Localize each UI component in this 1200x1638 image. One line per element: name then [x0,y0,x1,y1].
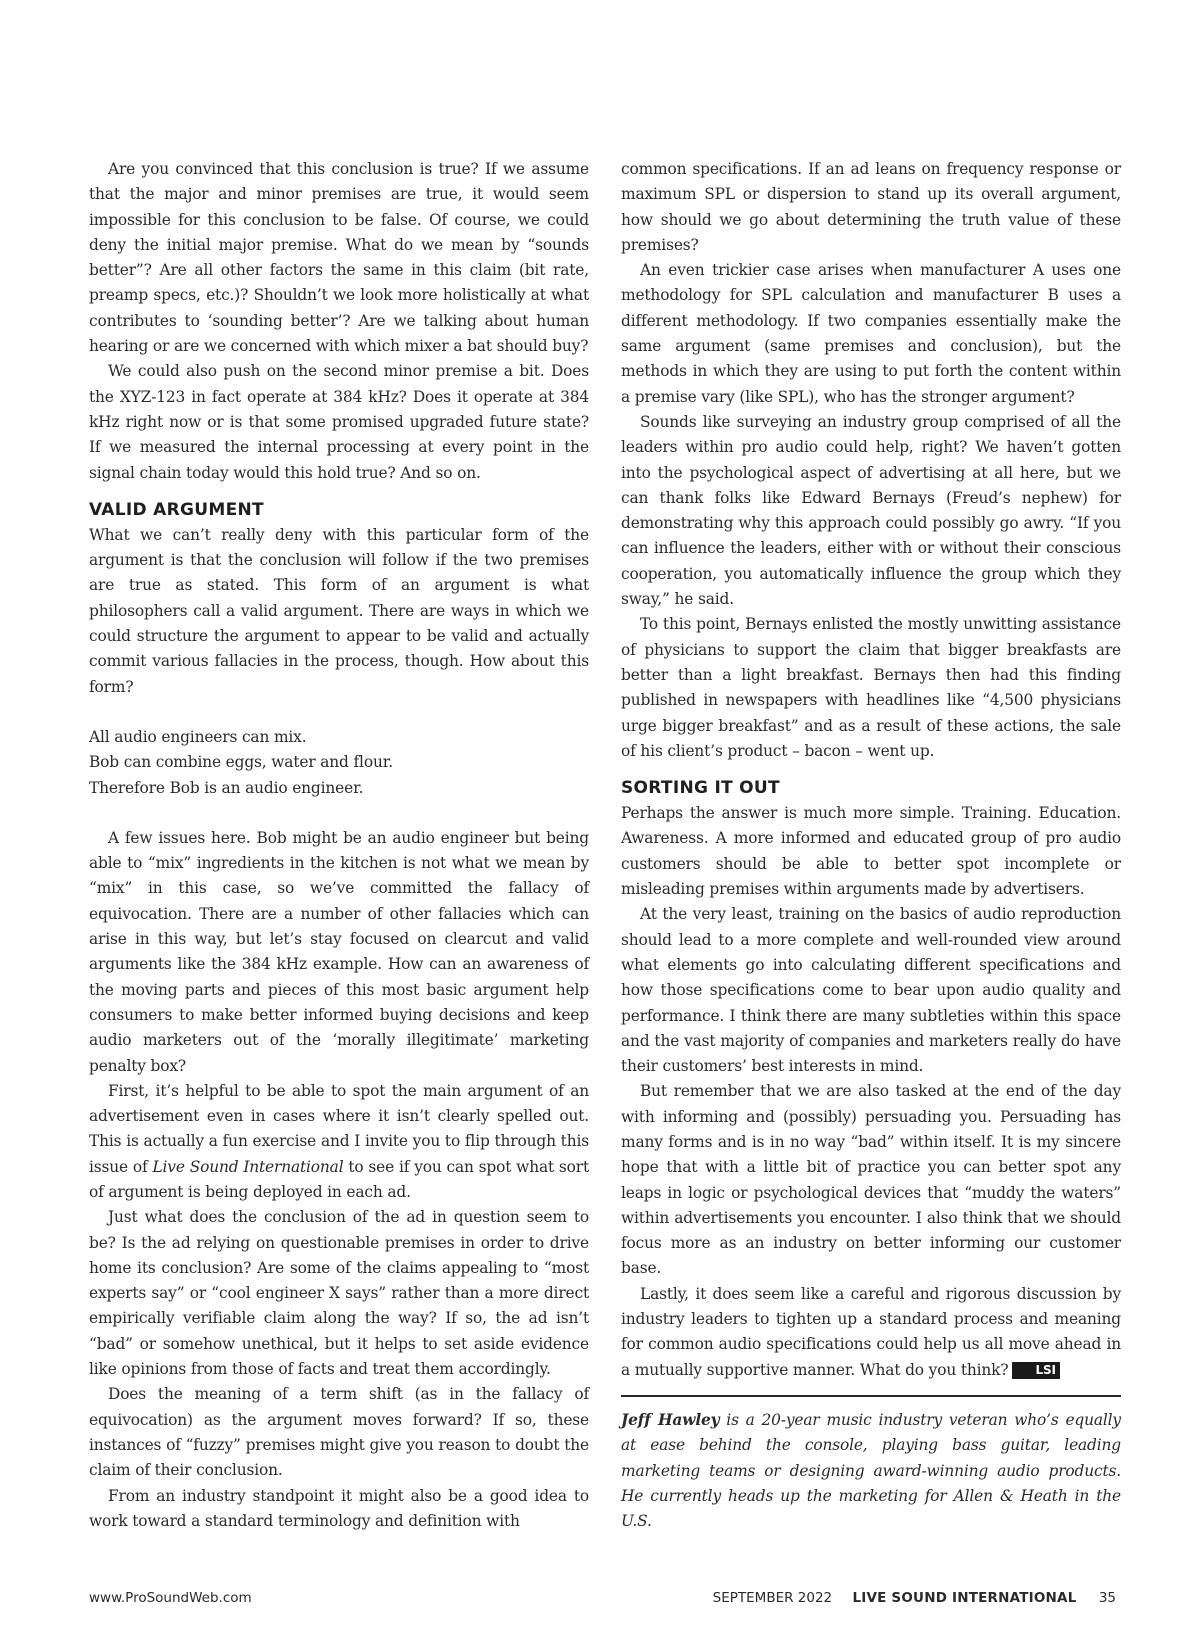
author-name: Jeff Hawley [621,1410,720,1429]
page-number: 35 [1098,1590,1116,1606]
page-footer [89,1590,1116,1610]
paragraph: Does the meaning of a term shift (as in the fallacy of equivocation) as the argument moves forward? If so, these instances of “fuzzy” premises might give you reason to doubt the claim of their conclusion. [89,1385,589,1480]
paragraph: At the very least, training on the basics of audio reproduction should lead to a more complete and well-rounded view around what elements go into calculating different specifications and how those specifications come to bear upon audio quality and performance. I think there are many subtleties within this space and the vast majority of companies and marketers really do have their customers’ best interests in mind. [621,905,1121,1076]
footer-publication: LIVE SOUND INTERNATIONAL [852,1590,1077,1606]
end-mark-badge: LSI [1012,1362,1059,1379]
syllogism-line: Bob can combine eggs, water and flour. [89,753,393,772]
section-heading-valid-argument: VALID ARGUMENT [89,499,264,520]
paragraph: First, it’s helpful to be able to spot the main argument of an advertisement even in cases where it isn’t clearly spelled out. This is actually a fun exercise and I invite you to flip through this issue of Live Sound International to see if you can spot what sort of argument is being deployed in each ad. [89,1081,590,1201]
paragraph: Just what does the conclusion of the ad in question seem to be? Is the ad relying on questionable premises in order to drive home its conclusion? Are some of the claims appealing to “most experts say” or “cool engineer X says” rather than a more direct empirically verifiable claim along the way? If so, the ad isn’t “bad” or somehow unethical, but it helps to set aside evidence like opinions from those of facts and treat them accordingly. [89,1208,589,1379]
paragraph: Sounds like surveying an industry group comprised of all the leaders within pro audio could help, right? We haven’t gotten into the psychological aspect of advertising at all here, but we can thank folks like Edward Bernays (Freud’s nephew) for demonstrating why this approach could possibly go awry. “If you can influence the leaders, either with or without their conscious cooperation, you automatically influence the group which they sway,” he said. [621,412,1121,609]
section-heading-sorting-it-out: SORTING IT OUT [621,778,780,799]
paragraph: Are you convinced that this conclusion is true? If we assume that the major and minor premises are true, it would seem impossible for this conclusion to be false. Of course, we could deny the initial major premise. What do we mean by “sounds better”? Are all other factors the same in this claim (bit rate, preamp specs, etc.)? Shouldn’t we look more holistically at what contributes to ‘sounding better’? Are we talking about human hearing or are we concerned with which mixer a bat should buy? [89,160,589,356]
right-column [621,157,1121,1534]
left-column [89,157,589,1534]
footer-website: www.ProSoundWeb.com [89,1590,252,1606]
paragraph: But remember that we are also tasked at the end of the day with informing and (possibly) persuading you. Persuading has many forms and is in no way “bad” within itself. It is my sincere hope that with a little bit of practice you can better spot any leaps in logic or psychological devices that “muddy the waters” within advertisements you encounter. I also think that we should focus more as an industry on better informing our customer base. [621,1082,1121,1278]
paragraph: An even trickier case arises when manufacturer A uses one methodology for SPL calculation and manufacturer B uses a different methodology. If two companies essentially make the same argument (same premises and conclusion), but the methods in which they are using to put forth the content within a premise vary (like SPL), who has the stronger argument? [621,261,1121,406]
paragraph: What we can’t really deny with this particular form of the argument is that the conclusion will follow if the two premises are true as stated. This form of an argument is what philosophers call a valid argument. There are ways in which we could structure the argument to appear to be valid and actually commit various fallacies in the process, though. How about this form? [89,525,589,696]
syllogism-line: Therefore Bob is an audio engineer. [89,778,364,797]
paragraph: Lastly, it does seem like a careful and rigorous discussion by industry leaders to tighten up a standard process and meaning for common audio specifications could help us all move ahead in a mutually supportive manner. What do you think? LSI [621,1284,1121,1379]
paragraph: We could also push on the second minor premise a bit. Does the XYZ-123 in fact operate at 384 kHz? Does it operate at 384 kHz right now or is that some promised upgraded future state? If we measured the internal processing at every point in the signal chain today would this hold true? And so on. [89,362,589,482]
syllogism-line: All audio engineers can mix. [89,727,307,746]
paragraph: A few issues here. Bob might be an audio engineer but being able to “mix” ingredients in the kitchen is not what we mean by “mix” in this case, so we’ve committed the fallacy of equivocation. There are a number of other fallacies which can arise in this way, but let’s stay focused on clearcut and valid arguments like the 384 kHz example. How can an awareness of the moving parts and pieces of this most basic argument help consumers to make better informed buying decisions and keep audio marketers out of the ‘morally illegitimate’ marketing penalty box? [89,828,589,1075]
paragraph: common specifications. If an ad leans on frequency response or maximum SPL or dispersion to stand up its overall argument, how should we go about determining the truth value of these premises? [621,160,1121,254]
footer-issue-date: SEPTEMBER 2022 [712,1590,833,1606]
bio-divider [621,1395,1121,1397]
author-bio: Jeff Hawley is a 20-year music industry veteran who’s equally at ease behind the console, playing bass guitar, leading marketing teams or designing award-winning audio products. He currently heads up the marketing for Allen & Heath in the U.S. [621,1410,1121,1531]
paragraph: Perhaps the answer is much more simple. Training. Education. Awareness. A more informed and educated group of pro audio customers should be able to better spot incomplete or misleading premises within arguments made by advertisers. [621,804,1121,899]
paragraph: To this point, Bernays enlisted the mostly unwitting assistance of physicians to support the claim that bigger breakfasts are better than a light breakfast. Bernays then had this finding published in newspapers with headlines like “4,500 physicians urge bigger breakfast” and as a result of these actions, the sale of his client’s product – bacon – went up. [621,615,1121,760]
paragraph: From an industry standpoint it might also be a good idea to work toward a standard terminology and definition with [89,1486,589,1530]
magazine-title: Live Sound International [152,1157,344,1176]
syllogism-example [89,725,589,801]
